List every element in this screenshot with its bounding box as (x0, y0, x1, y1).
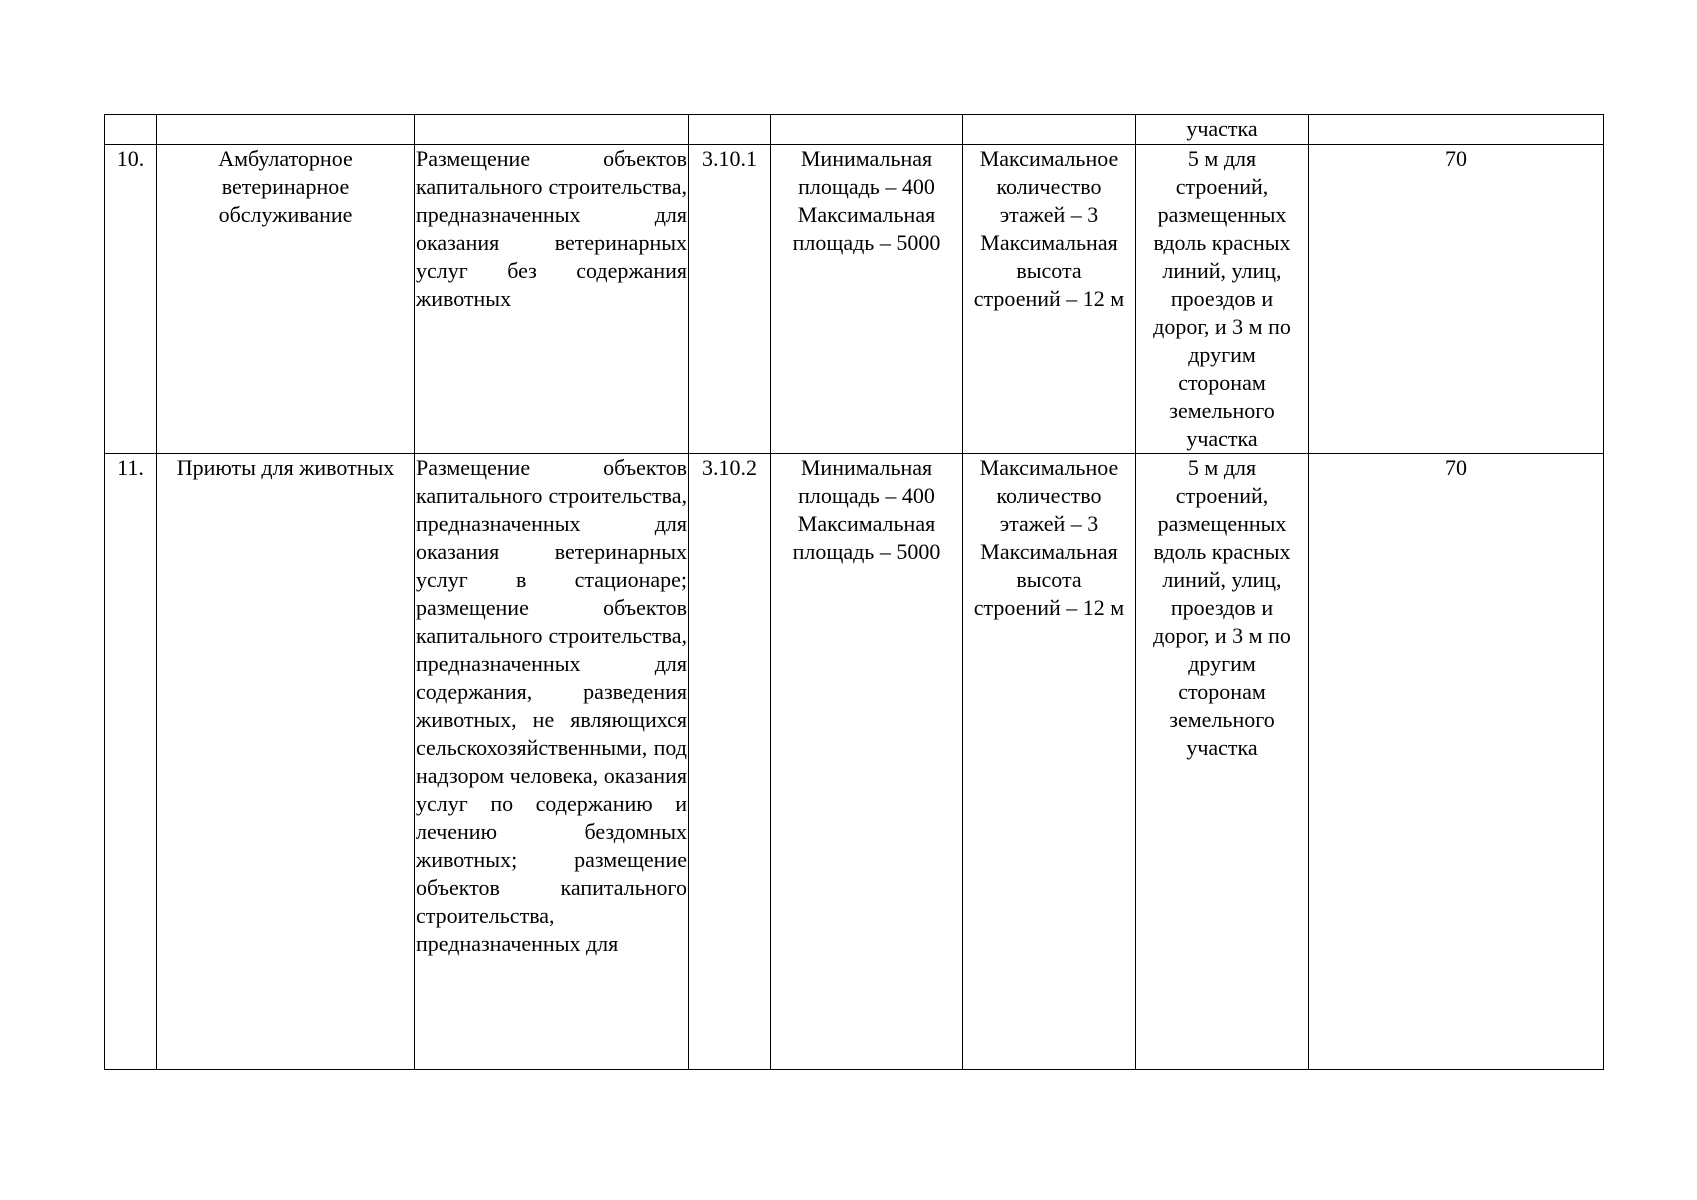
use-type-name-cell: Амбулаторное ветеринарное обслуживание (157, 145, 415, 454)
plot-area-cell: Минимальная площадь – 400 Максимальная площадь – 5000 (771, 454, 963, 1070)
setback-cell: 5 м для строений, размещенных вдоль красных линий, улиц, проездов и дорог, и 3 м по другим сторонам земельного участка (1136, 145, 1309, 454)
floors-height-cell: Максимальное количество этажей – 3 Максимальная высота строений – 12 м (963, 145, 1136, 454)
coverage-percent-cell: 70 (1309, 145, 1604, 454)
land-use-regulations-table (104, 114, 1604, 1070)
coverage-percent-cell (1309, 115, 1604, 145)
setback-cell: участка (1136, 115, 1309, 145)
row-number-cell: 11. (105, 454, 157, 1070)
use-description-cell: Размещение объектов капитального строительства, предназначенных для оказания ветеринарных услуг в стационаре; размещение объектов капитального строительства, предназначенных для содержания, разведения животных, не являющихся сельскохозяйственными, под надзором человека, оказания услуг по содержанию и лечению бездомных животных; размещение объектов капитального строительства, предназначенных для (415, 454, 689, 1070)
table-row (105, 145, 1604, 454)
plot-area-cell (771, 115, 963, 145)
row-number-cell: 10. (105, 145, 157, 454)
use-code-cell: 3.10.1 (689, 145, 771, 454)
floors-height-cell: Максимальное количество этажей – 3 Максимальная высота строений – 12 м (963, 454, 1136, 1070)
table-row-continuation (105, 115, 1604, 145)
use-code-cell: 3.10.2 (689, 454, 771, 1070)
floors-height-cell (963, 115, 1136, 145)
use-description-cell (415, 115, 689, 145)
use-code-cell (689, 115, 771, 145)
use-type-name-cell (157, 115, 415, 145)
plot-area-cell: Минимальная площадь – 400 Максимальная площадь – 5000 (771, 145, 963, 454)
coverage-percent-cell: 70 (1309, 454, 1604, 1070)
table-row (105, 454, 1604, 1070)
use-description-cell: Размещение объектов капитального строительства, предназначенных для оказания ветеринарных услуг без содержания животных (415, 145, 689, 454)
use-type-name-cell: Приюты для животных (157, 454, 415, 1070)
setback-cell: 5 м для строений, размещенных вдоль красных линий, улиц, проездов и дорог, и 3 м по другим сторонам земельного участка (1136, 454, 1309, 1070)
row-number-cell (105, 115, 157, 145)
